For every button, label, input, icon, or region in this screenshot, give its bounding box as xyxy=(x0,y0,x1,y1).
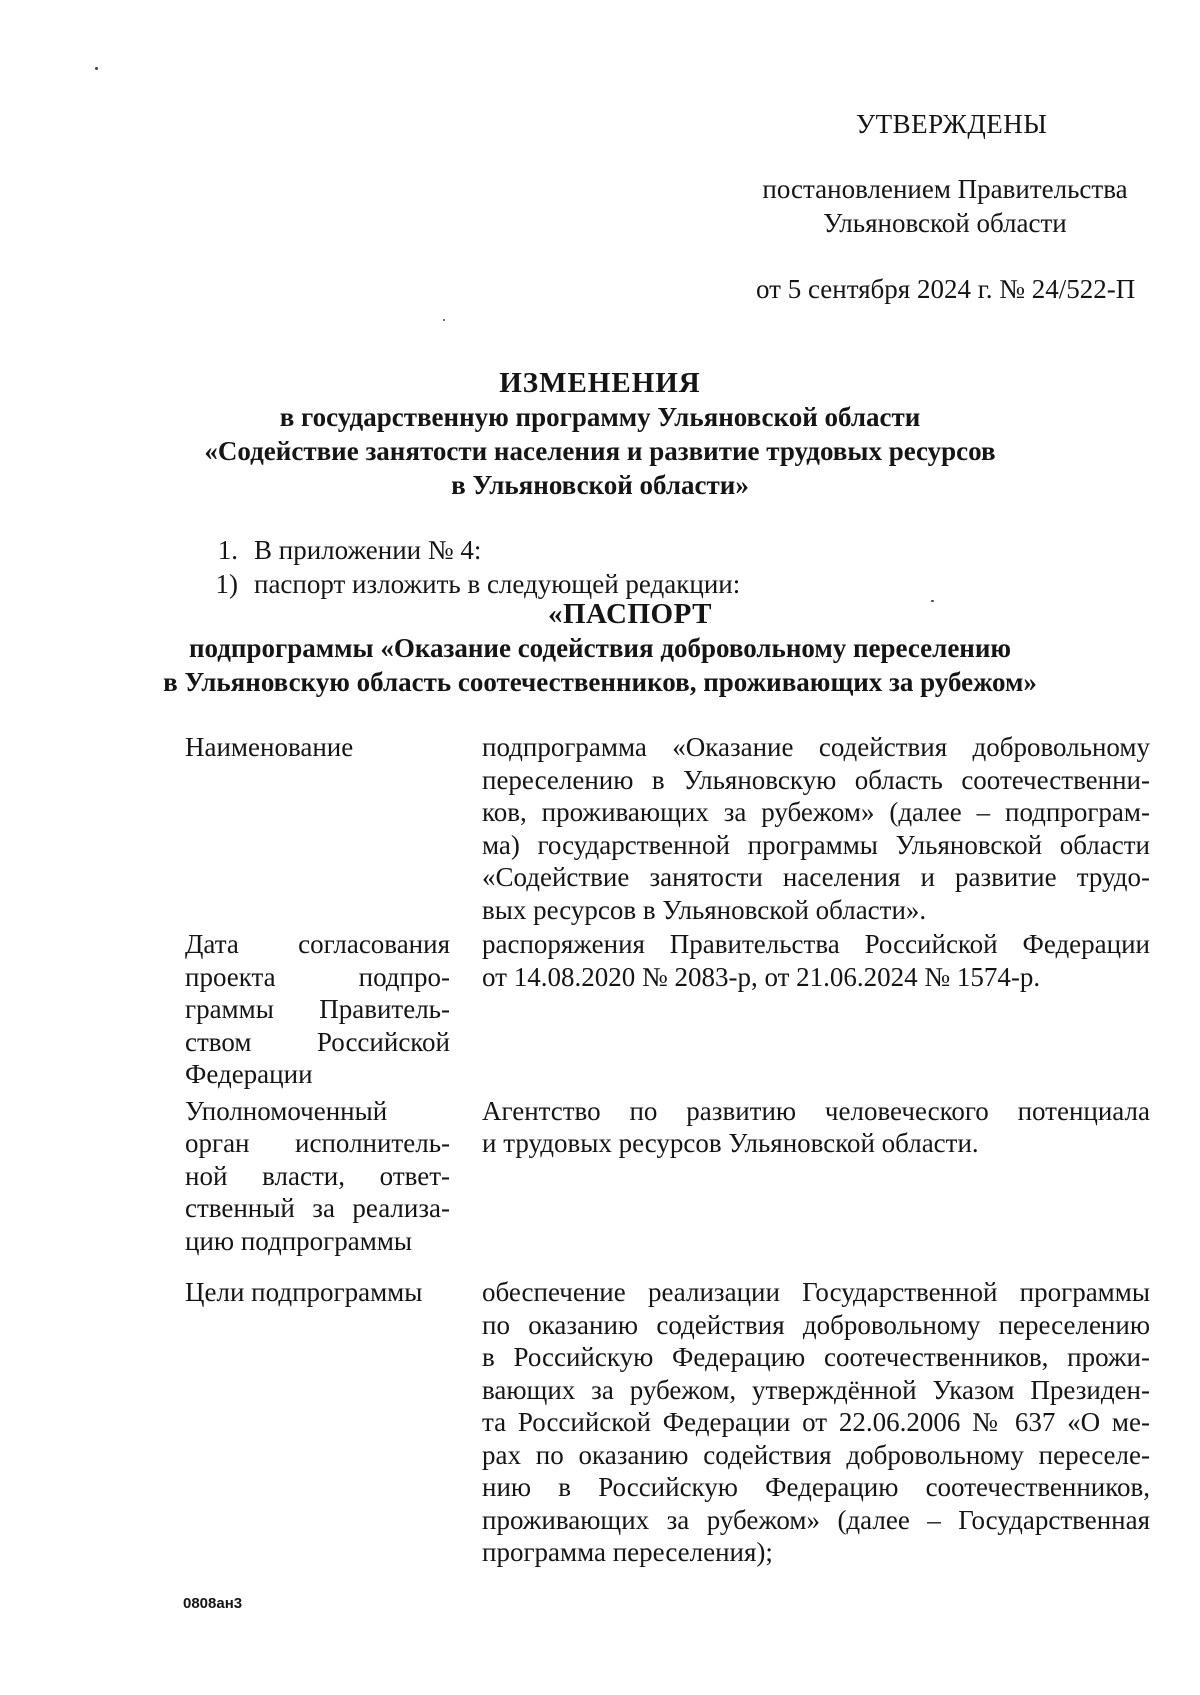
passport-subtitle-line: в Ульяновскую область соотечественников, проживающих за рубежом» xyxy=(163,667,1037,697)
approval-line: Ульяновской области xyxy=(823,208,1067,238)
row-value-line: та Российской Федерации от 22.06.2006 № 637 «О ме- xyxy=(482,1407,1150,1437)
heading-line: в Ульяновской области» xyxy=(451,470,749,500)
heading-line: «Содействие занятости населения и развитие трудовых ресурсов xyxy=(204,436,996,466)
passport-table xyxy=(185,731,1150,1569)
row-label-line: цию подпрограммы xyxy=(185,1225,413,1256)
row-label-line: орган исполнитель- xyxy=(185,1128,450,1158)
heading-line: в государственную программу Ульяновской области xyxy=(279,402,921,432)
passport-row xyxy=(185,928,1150,1091)
list-item xyxy=(190,567,740,601)
row-value-line: проживающих за рубежом» (далее – Государственная xyxy=(482,1504,1150,1535)
list-item-number: 1. xyxy=(217,535,238,565)
row-value xyxy=(482,1095,1150,1258)
row-value-line: вающих за рубежом, утверждённой Указом Президен- xyxy=(482,1374,1150,1405)
row-value-line: Агентство по развитию человеческого потенциала xyxy=(482,1095,1150,1126)
approval-title: УТВЕРЖДЕНЫ xyxy=(856,109,1048,139)
approval-date: от 5 сентября 2024 г. № 24/522-П xyxy=(756,274,1136,304)
passport-title: «ПАСПОРТ xyxy=(547,598,713,630)
row-value-line: переселению в Ульяновскую область соотечественни- xyxy=(482,764,1150,795)
list-item-text: паспорт изложить в следующей редакции: xyxy=(254,569,741,599)
row-label-line: проекта подпро- xyxy=(185,961,450,992)
passport-row xyxy=(185,1276,1150,1569)
row-label-line: Цели подпрограммы xyxy=(185,1277,423,1307)
row-value-line: обеспечение реализации Государственной программы xyxy=(482,1277,1150,1307)
row-value-line: распоряжения Правительства Российской Федерации xyxy=(482,929,1150,959)
row-value-line: программа переселения); xyxy=(482,1537,773,1567)
row-label xyxy=(185,731,450,926)
row-label-line: Федерации xyxy=(185,1059,313,1089)
row-value xyxy=(482,731,1150,926)
row-value-line: подпрограмма «Оказание содействия добровольному xyxy=(482,732,1150,762)
approval-line: постановлением Правительства xyxy=(762,174,1128,204)
row-value-line: в Российскую Федерацию соотечественников, прожи- xyxy=(482,1342,1150,1372)
passport-row xyxy=(185,731,1150,926)
row-value-line: от 14.08.2020 № 2083-р, от 21.06.2024 № 1574-р. xyxy=(482,961,1041,992)
scan-speck xyxy=(443,319,445,321)
row-value-line: нию в Российскую Федерацию соотечественников, xyxy=(482,1472,1150,1502)
row-value-line: и трудовых ресурсов Ульяновской области. xyxy=(482,1128,979,1158)
row-label-line: Уполномоченный xyxy=(185,1095,388,1126)
row-value-line: ма) государственной программы Ульяновской области xyxy=(482,829,1150,860)
row-value-line: вых ресурсов в Ульяновской области». xyxy=(482,894,927,925)
list-item-number: 1) xyxy=(215,569,238,599)
row-label-line: Наименование xyxy=(185,732,354,762)
row-label-line: ством Российской xyxy=(185,1026,450,1057)
row-value xyxy=(482,1276,1150,1569)
row-value xyxy=(482,928,1150,1091)
row-value-line: «Содействие занятости населения и развитие трудо- xyxy=(482,862,1150,892)
passport-subtitle-line: подпрограммы «Оказание содействия добровольному переселению xyxy=(188,633,1012,663)
row-value-line: по оказанию содействия добровольному переселению xyxy=(482,1309,1150,1340)
row-label-line: ной власти, ответ- xyxy=(185,1160,450,1191)
row-label xyxy=(185,1276,450,1569)
row-label-line: ственный за реализа- xyxy=(185,1193,450,1223)
list-item-text: В приложении № 4: xyxy=(254,535,482,565)
footer-code: 0808ан3 xyxy=(183,1595,243,1612)
row-label-line: Дата согласования xyxy=(185,929,450,959)
passport-row xyxy=(185,1095,1150,1258)
row-value-line: рах по оказанию содействия добровольному переселе- xyxy=(482,1439,1150,1470)
list-item xyxy=(190,533,481,567)
approval-block xyxy=(755,172,1135,240)
row-value-line: ков, проживающих за рубежом» (далее – подпрограм- xyxy=(482,797,1150,827)
row-label xyxy=(185,928,450,1091)
document-heading xyxy=(150,366,1050,502)
row-label xyxy=(185,1095,450,1258)
passport-heading xyxy=(100,597,1100,699)
row-label-line: граммы Правитель- xyxy=(185,994,450,1024)
scan-speck xyxy=(95,67,98,70)
heading-main: ИЗМЕНЕНИЯ xyxy=(499,367,701,399)
